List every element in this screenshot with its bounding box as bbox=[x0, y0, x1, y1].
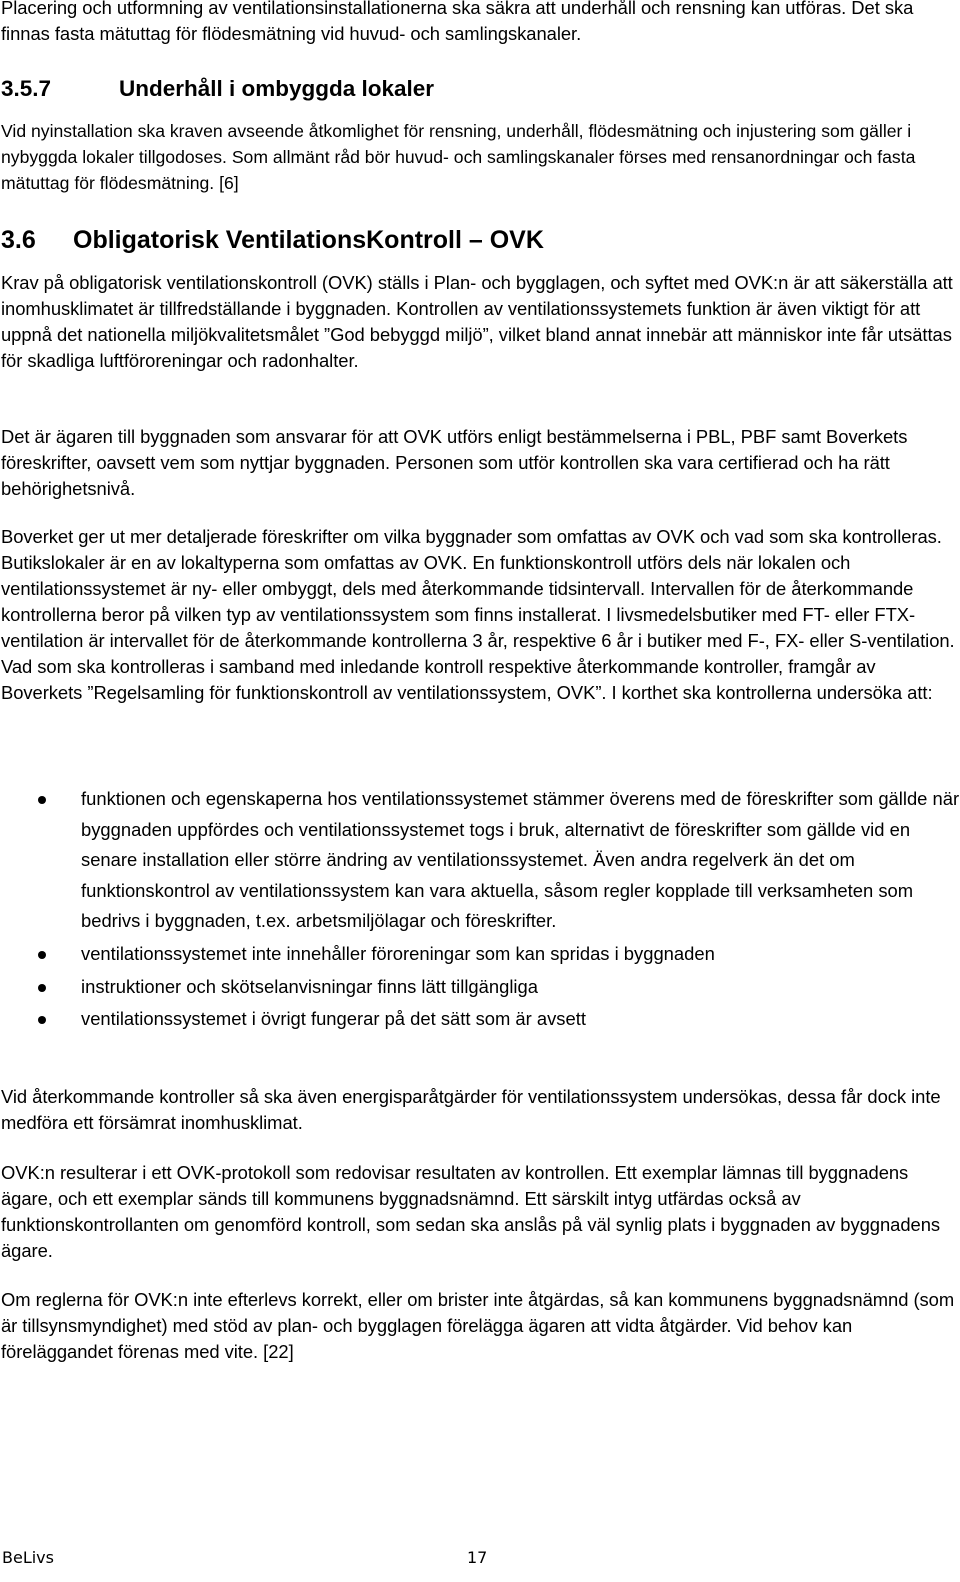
list-item: instruktioner och skötselanvisningar finns lätt tillgängliga bbox=[0, 972, 960, 1003]
ovk-paragraph-2: Det är ägaren till byggnaden som ansvarar för att OVK utförs enligt bestämmelserna i PBL, PBF samt Boverkets föreskrifter, oavsett vem som nyttjar byggnaden. Personen som utför kontrollen ska vara certifierad och ha rätt behörighetsnivå. bbox=[1, 426, 908, 499]
page-number: 17 bbox=[467, 1548, 488, 1567]
section-number: 3.5.7 bbox=[1, 76, 52, 101]
bullet-icon bbox=[38, 984, 46, 992]
bullet-icon bbox=[38, 1016, 46, 1024]
ovk-paragraph-5: OVK:n resulterar i ett OVK-protokoll som redovisar resultaten av kontrollen. Ett exemplar lämnas till byggnadens ägare, och ett exemplar sänds till kommunens byggnadsnämnd. Ett särskilt intyg utfärdas också av funktionskontrollanten om genomförd kontroll, som sedan ska anslås på väl synlig plats i byggnaden av byggnadens ägare. bbox=[1, 1162, 941, 1261]
list-item: ventilationssystemet i övrigt fungerar på det sätt som är avsett bbox=[0, 1004, 960, 1035]
ovk-paragraph-3: Boverket ger ut mer detaljerade föreskrifter om vilka byggnader som omfattas av OVK och vad som ska kontrolleras. Butikslokaler är en av lokaltyperna som omfattas av OVK. En funktionskontroll utförs dels när lokalen och ventilationssystemet är ny- eller ombyggt, dels med återkommande tidsintervall. Intervallen för de återkommande kontrollerna beror på vilken typ av ventilationssystem som finns installerat. I livsmedelsbutiker med FT- eller FTX-ventilation är intervallet för de återkommande kontrollerna 3 år, respektive 6 år i butiker med F-, FX- eller S-ventilation. Vad som ska kontrolleras i samband med inledande kontroll respektive återkommande kontroller, framgår av Boverkets ”Regelsamling för funktionskontroll av ventilationssystem, OVK”. I korthet ska kontrollerna undersöka att: bbox=[1, 526, 955, 703]
section-title: Underhåll i ombyggda lokaler bbox=[119, 76, 435, 101]
ovk-paragraph-4: Vid återkommande kontroller så ska även energisparåtgärder för ventilationssystem undersökas, dessa får dock inte medföra ett försämrat inomhusklimat. bbox=[1, 1086, 941, 1133]
ovk-paragraph-6: Om reglerna för OVK:n inte efterlevs korrekt, eller om brister inte åtgärdas, så kan kommunens byggnadsnämnd (som är tillsynsmyndighet) med stöd av plan- och bygglagen förelägga ägaren att vidta åtgärder. Vid behov kan föreläggandet förenas med vite. [22] bbox=[1, 1289, 955, 1362]
ovk-bullet-list bbox=[0, 784, 960, 1037]
section-3-5-7-body: Vid nyinstallation ska kraven avseende åtkomlighet för rensning, underhåll, flödesmätning och injustering som gäller i nybyggda lokaler tillgodoses. Som allmänt råd bör huvud- och samlingskanaler förses med rensanordningar och fasta mätuttag för flödesmätning. [6] bbox=[1, 121, 916, 193]
list-item: funktionen och egenskaperna hos ventilationssystemet stämmer överens med de föreskrifter som gällde när byggnaden uppfördes och ventilationssystemet togs i bruk, alternativt de föreskrifter som gällde vid en senare installation eller större ändring av ventilationssystemet. Även andra regelverk än det om funktionskontrol av ventilationssystem kan vara aktuella, såsom regler kopplade till verksamheten som bedrivs i byggnaden, t.ex. arbetsmiljölagar och föreskrifter. bbox=[0, 784, 960, 937]
ovk-paragraph-1: Krav på obligatorisk ventilationskontroll (OVK) ställs i Plan- och bygglagen, och syftet med OVK:n är att säkerställa att inomhusklimatet är tillfredställande i byggnaden. Kontrollen av ventilationssystemets funktion är även viktigt för att uppnå det nationella miljökvalitetsmålet ”God bebyggd miljö”, vilket bland annat innebär att människor inte får utsättas för skadliga luftföroreningar och radonhalter. bbox=[1, 272, 953, 371]
section-heading-3-6 bbox=[1, 224, 959, 256]
bullet-icon bbox=[38, 951, 46, 959]
section-number: 3.6 bbox=[1, 226, 36, 254]
footer-brand: BeLivs bbox=[2, 1548, 54, 1567]
intro-paragraph: Placering och utformning av ventilationsinstallationerna ska säkra att underhåll och rensning kan utföras. Det ska finnas fasta mätuttag för flödesmätning vid huvud- och samlingskanaler. bbox=[1, 0, 914, 44]
section-title: Obligatorisk VentilationsKontroll – OVK bbox=[73, 226, 544, 254]
list-item: ventilationssystemet inte innehåller föroreningar som kan spridas i byggnaden bbox=[0, 939, 960, 970]
bullet-icon bbox=[38, 796, 46, 804]
section-heading-3-5-7 bbox=[1, 74, 959, 104]
